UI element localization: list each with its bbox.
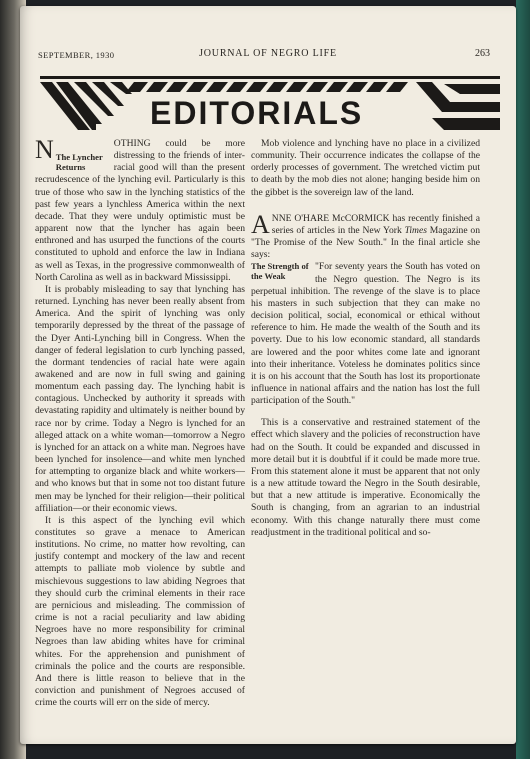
editorial-lyncher-para-2: It is probably misleading to say that lynching has returned. Lynching has never been really absent from America. And the spirit of lynching was only temporarily depressed by the threat of the passage of the Dyer Anti-Lynching bill in Congress. When the danger of federal legislation to curb lynching passed, the dormant tendencies of racial hate were again awakened and are now in full swing and gaining momentum each passing day. The lynching habit is contagious. Unchecked by authority it spreads with devastating rapidity and ultimately is neither bound by race nor by crime. Today a Negro is lynched for an alleged attack on a white woman—tomorrow a Negro is lynched for an attack on a white man. Negroes have been lynched for insolence—and white men lynched for attempting to organize black and white workers—and who knows but that in some not too distant future men may be lynched for their religion—their political affiliation—or their economic views. <box>35 283 245 514</box>
editorial-lyncher-para-3: It is this aspect of the lynching evil which constitutes so grave a menace to American institutions. No crime, no matter how revolting, can justify contempt and mockery of the law and recent attempts to palliate mob violence by subtle and mischievous suggestions to law abiding Negroes that they should curb the criminal elements in their race are pernicious and misleading. The commission of crime is not a racial peculiarity and law abiding Negroes have no more responsibility for criminal Negroes than law abiding whites have for criminal whites. For the apprehension and punishment of criminals the police and the courts are responsible. And there is little reason to believe that in the conviction and punishment of Negroes accused of crime the courts will err on the side of mercy. <box>35 514 245 709</box>
dropcap-a: A <box>251 209 270 239</box>
page-number: 263 <box>475 48 490 59</box>
editorial-lyncher-para-4: Mob violence and lynching have no place in a civilized community. Their occurrence indicates the collapse of the orderly processes of government. The wretched victim put to death by the mob dies not alone; hanging beside him on the gibbet is the sovereign law of the land. <box>251 138 480 198</box>
journal-page <box>20 6 516 744</box>
dropcap-n: N <box>35 135 54 164</box>
running-head-date: SEPTEMBER, 1930 <box>38 50 115 60</box>
editorial-strength-intro-b: Magazine on "The Promise of the New South." In the final article she says: <box>251 224 480 261</box>
book-spine-right <box>516 0 530 759</box>
right-column <box>251 138 480 539</box>
editorial-strength-para-1 <box>251 209 480 262</box>
editorials-banner <box>40 72 500 132</box>
editorial-strength-intro-a: NNE O'HARE McCORMICK has recently finished a series of articles in the New York <box>271 212 480 236</box>
running-head-journal-title: JOURNAL OF NEGRO LIFE <box>199 48 337 59</box>
editorial-lyncher-para-1 <box>35 135 245 284</box>
banner-ornament-right <box>416 82 500 130</box>
editorial-lyncher-para-1-text: OTHING could be more distressing to the friends of inter-racial good will than the present recrudescence of the lynching evil. Particularly is this true of those who saw in the lynching statistics of the past few years a lynchless America within the next decade. That they were unduly optimistic must be apparent now that the lyncher has again been enthroned and has usurped the functions of the courts constituted to uphold and enforce the law in Indiana as well as Texas, in the progressive commonwealth of North Carolina as well as in backward Mississippi. <box>35 138 245 283</box>
sidehead-strength-of-weak: The Strength of the Weak <box>251 261 309 282</box>
banner-slant-stripes <box>126 82 408 92</box>
banner-title: EDITORIALS <box>150 95 364 131</box>
section-gap-2 <box>251 407 480 417</box>
times-magazine-title: Times <box>404 224 427 236</box>
section-gap <box>251 199 480 213</box>
sidehead-lyncher-returns: The Lyncher Returns <box>55 152 103 172</box>
mccormick-quotation: "For seventy years the South has voted on the Negro question. The Negro is its perpetual inhibition. The revenge of the slave is to place his masters in such subjection that they can make no decision political, social, economical or ethical without reference to him. He made the wealth of the South and its poverty. Due to his low economic standard, all standards are lowered and the poor whites come late and ignorant into their inheritance. Voteless he dominates politics since it is on his account that the South has lost its proportionate influence in national affairs and the nation has lost the full participation of the South." <box>251 261 480 407</box>
editorial-strength-quote-block <box>251 261 480 407</box>
editorial-strength-para-2: This is a conservative and restrained statement of the effect which slavery and the policies of reconstruction have had on the South. It could be expanded and discussed in more detail but it is doubtful if it could be made more true. From this statement alone it must be apparent that not only is a new attitude toward the Negro in the South desirable, but that a new attitude is imperative. Economically the South is changing, from an agrarian to an industrial economy. With this change naturally there must come readjustment in the traditional political and so- <box>251 417 480 538</box>
left-column <box>35 135 245 709</box>
